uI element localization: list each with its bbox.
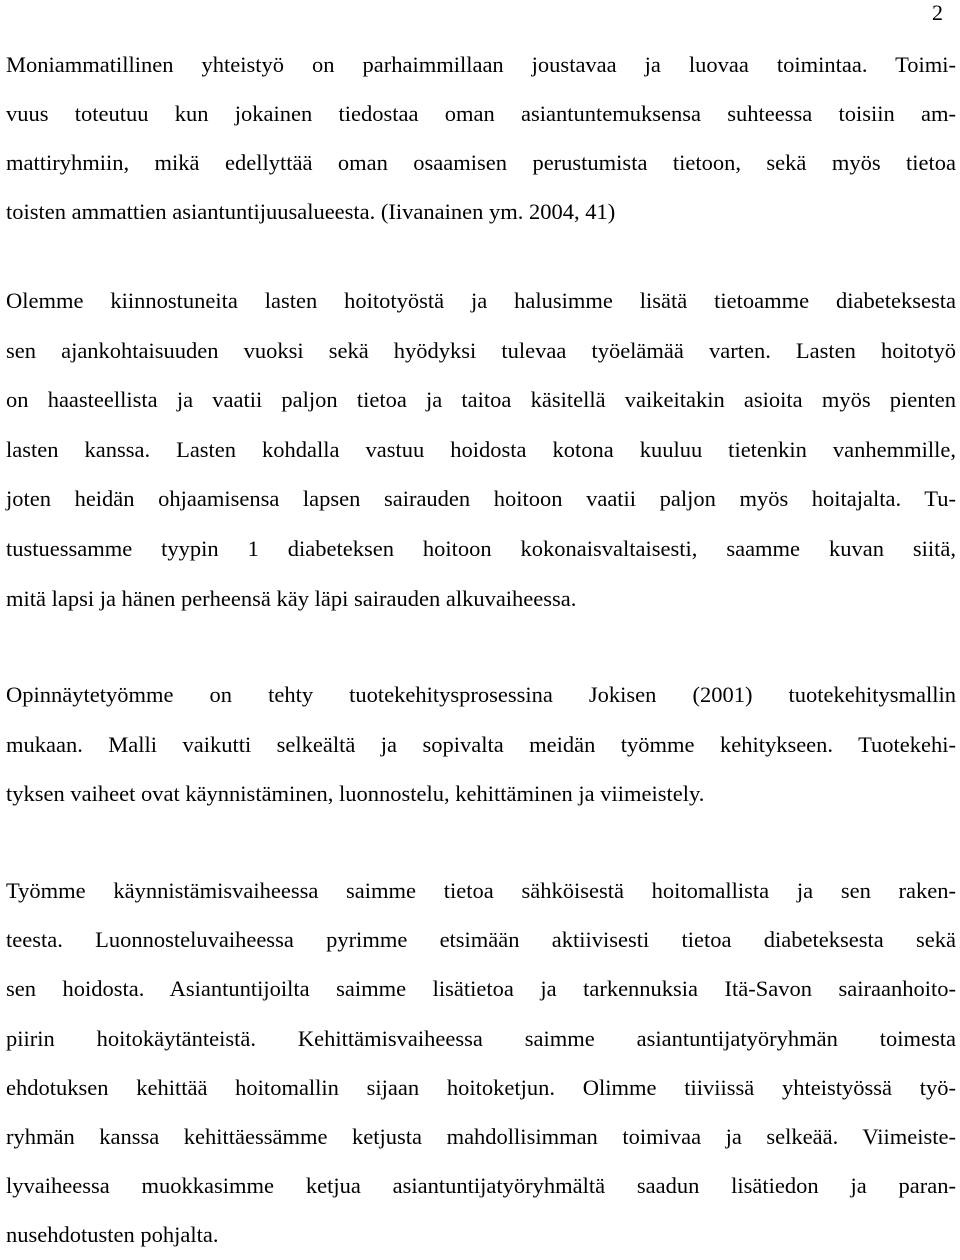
- text-line: on haasteellista ja vaatii paljon tietoa ja taitoa käsitellä vaikeitakin asioita myös pienten: [6, 387, 956, 413]
- paragraph-moniammatillinen-yhteistyo: [6, 40, 956, 236]
- text-line: ehdotuksen kehittää hoitomallin sijaan hoitoketjun. Olimme tiiviissä yhteistyössä työ-: [6, 1074, 956, 1100]
- text-line: teesta. Luonnosteluvaiheessa pyrimme etsimään aktiivisesti tietoa diabeteksesta sekä: [6, 927, 956, 953]
- text-line: tustuessamme tyypin 1 diabeteksen hoitoon kokonaisvaltaisesti, saamme kuvan siitä,: [6, 535, 956, 561]
- text-line: toisten ammattien asiantuntijuusalueesta. (Iivanainen ym. 2004, 41): [6, 199, 616, 224]
- text-line: Moniammatillinen yhteistyö on parhaimmillaan joustavaa ja luovaa toimintaa. Toimi-: [6, 52, 956, 77]
- text-line: Olemme kiinnostuneita lasten hoitotyöstä ja halusimme lisätä tietoamme diabeteksesta: [6, 288, 956, 313]
- text-line: Työmme käynnistämisvaiheessa saimme tietoa sähköisestä hoitomallista ja sen raken-: [6, 878, 956, 903]
- paragraph-tuotekehitysprosessi: [6, 670, 956, 819]
- text-line: Opinnäytetyömme on tehty tuotekehitysprosessina Jokisen (2001) tuotekehitysmallin: [6, 682, 956, 707]
- text-line: lyvaiheessa muokkasimme ketjua asiantuntijatyöryhmältä saadun lisätiedon ja paran-: [6, 1173, 956, 1199]
- text-line: mitä lapsi ja hänen perheensä käy läpi sairauden alkuvaiheessa.: [6, 585, 577, 611]
- text-line: vuus toteutuu kun jokainen tiedostaa oman asiantuntemuksensa suhteessa toisiin am-: [6, 101, 956, 126]
- text-line: mattiryhmiin, mikä edellyttää oman osaamisen perustumista tietoon, sekä myös tietoa: [6, 150, 956, 175]
- paragraph-tyon-vaiheet: [6, 866, 956, 1260]
- text-line: lasten kanssa. Lasten kohdalla vastuu hoidosta kotona kuuluu tietenkin vanhemmille,: [6, 436, 956, 462]
- text-line: mukaan. Malli vaikutti selkeältä ja sopivalta meidän työmme kehitykseen. Tuotekehi-: [6, 731, 956, 757]
- text-line: nusehdotusten pohjalta.: [6, 1222, 219, 1248]
- text-line: sen hoidosta. Asiantuntijoilta saimme lisätietoa ja tarkennuksia Itä-Savon sairaanhoito-: [6, 976, 956, 1002]
- text-line: joten heidän ohjaamisensa lapsen sairauden hoitoon vaatii paljon myös hoitajalta. Tu-: [6, 486, 956, 512]
- paragraph-lasten-hoitotyo: [6, 276, 956, 623]
- text-line: ryhmän kanssa kehittäessämme ketjusta mahdollisimman toimivaa ja selkeää. Viimeiste-: [6, 1124, 956, 1150]
- text-line: sen ajankohtaisuuden vuoksi sekä hyödyksi tulevaa työelämää varten. Lasten hoitotyö: [6, 337, 956, 363]
- page-number: 2: [932, 0, 943, 25]
- text-line: piirin hoitokäytänteistä. Kehittämisvaiheessa saimme asiantuntijatyöryhmän toimesta: [6, 1025, 956, 1051]
- text-line: tyksen vaiheet ovat käynnistäminen, luonnostelu, kehittäminen ja viimeistely.: [6, 781, 705, 806]
